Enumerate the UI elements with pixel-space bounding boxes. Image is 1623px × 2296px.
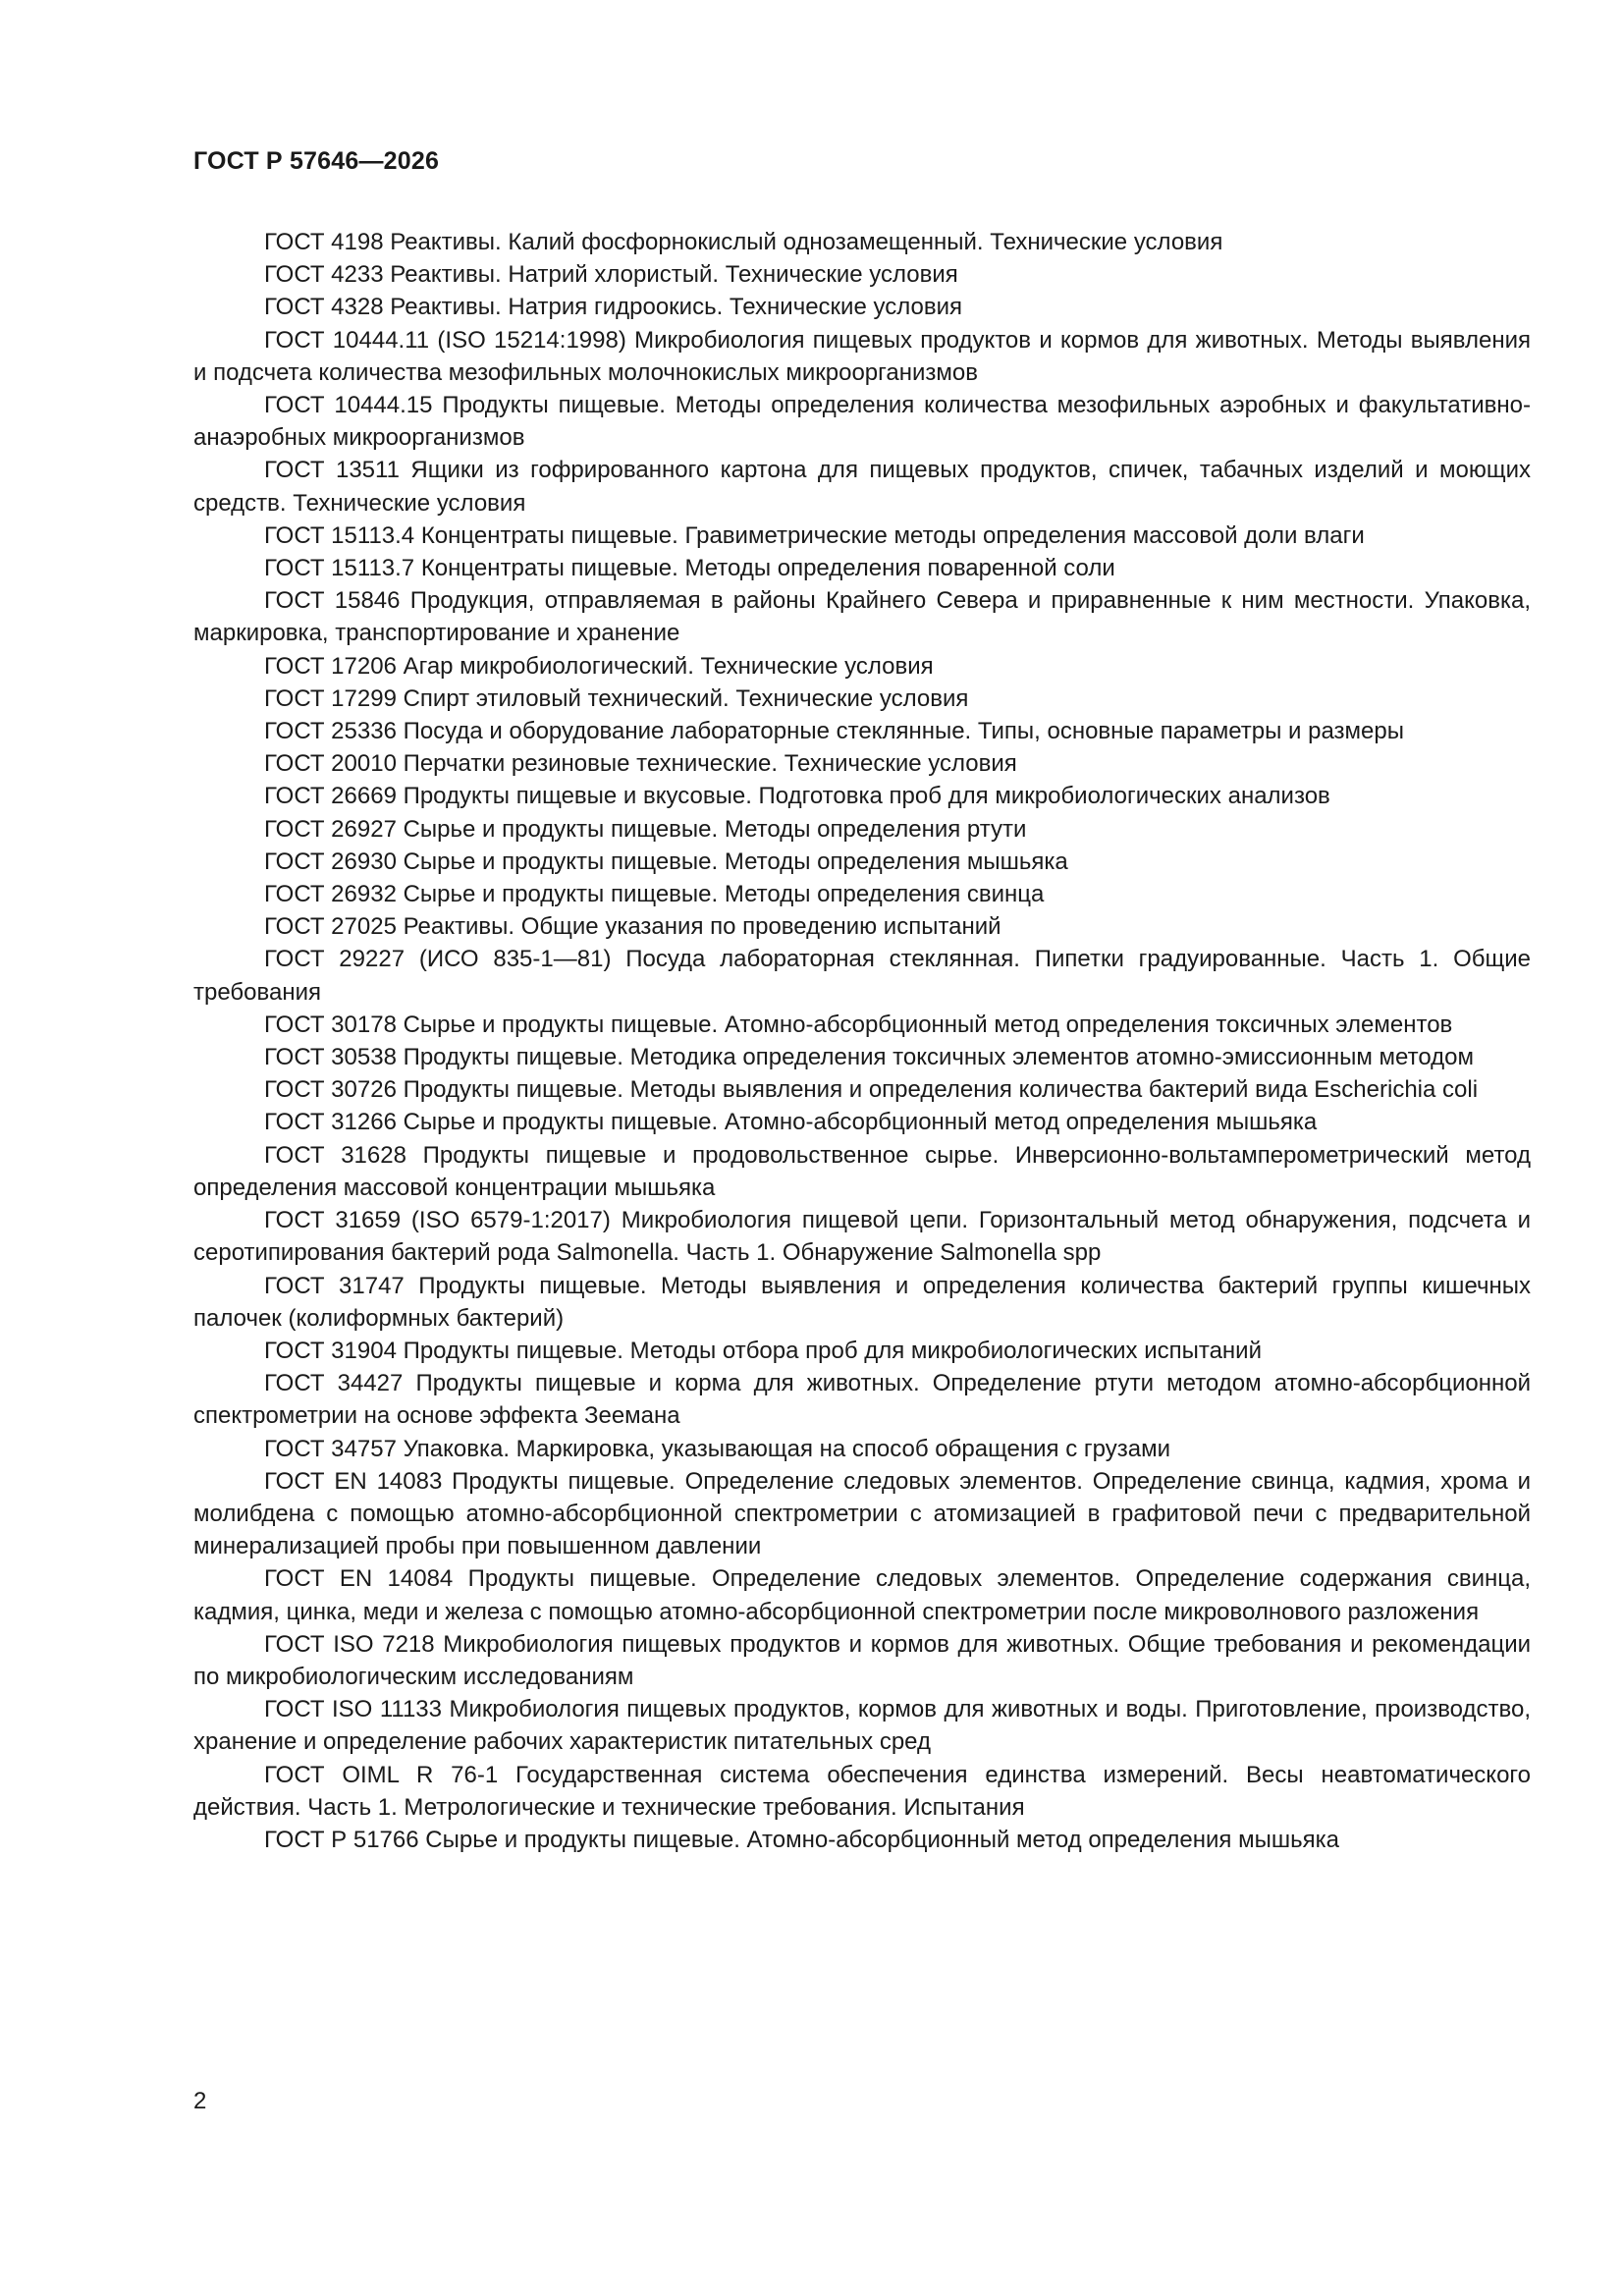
reference-entry: ГОСТ 4328 Реактивы. Натрия гидроокись. Технические условия bbox=[264, 294, 962, 321]
reference-entry: ГОСТ 27025 Реактивы. Общие указания по проведению испытаний bbox=[264, 913, 1001, 941]
page-number: 2 bbox=[193, 2088, 207, 2114]
reference-entry: ГОСТ ISO 11133 Микробиология пищевых продуктов, кормов для животных и воды. Приготовление, производство, хранение и определение рабочих характеристик питательных сред bbox=[193, 1696, 1531, 1756]
reference-entry: ГОСТ 17206 Агар микробиологический. Технические условия bbox=[264, 652, 934, 680]
reference-entry: ГОСТ 15846 Продукция, отправляемая в районы Крайнего Севера и приравненные к ним местности. Упаковка, маркировка, транспортирование и хранение bbox=[193, 587, 1531, 647]
reference-entry: ГОСТ 13511 Ящики из гофрированного картона для пищевых продуктов, спичек, табачных изделий и моющих средств. Технические условия bbox=[193, 457, 1531, 517]
reference-entry: ГОСТ 26927 Сырье и продукты пищевые. Методы определения ртути bbox=[264, 815, 1027, 843]
reference-entry: ГОСТ 30178 Сырье и продукты пищевые. Атомно-абсорбционный метод определения токсичных элементов bbox=[264, 1011, 1453, 1038]
reference-entry: ГОСТ ISO 7218 Микробиология пищевых продуктов и кормов для животных. Общие требования и рекомендации по микробиологическим исследованиям bbox=[193, 1630, 1531, 1690]
reference-entry: ГОСТ 31904 Продукты пищевые. Методы отбора проб для микробиологических испытаний bbox=[264, 1337, 1262, 1364]
reference-entry: ГОСТ 34757 Упаковка. Маркировка, указывающая на способ обращения с грузами bbox=[264, 1435, 1170, 1462]
reference-entry: ГОСТ 10444.15 Продукты пищевые. Методы определения количества мезофильных аэробных и факультативно-анаэробных микроорганизмов bbox=[193, 392, 1531, 452]
reference-entry: ГОСТ 34427 Продукты пищевые и корма для животных. Определение ртути методом атомно-абсорбционной спектрометрии на основе эффекта Зеемана bbox=[193, 1370, 1531, 1430]
reference-entry: ГОСТ 29227 (ИСО 835-1—81) Посуда лабораторная стеклянная. Пипетки градуированные. Часть 1. Общие требования bbox=[193, 946, 1531, 1006]
reference-entry: ГОСТ 10444.11 (ISO 15214:1998) Микробиология пищевых продуктов и кормов для животных. Методы выявления и подсчета количества мезофильных молочнокислых микроорганизмов bbox=[193, 326, 1531, 386]
reference-entry: ГОСТ 31747 Продукты пищевые. Методы выявления и определения количества бактерий группы кишечных палочек (колиформных бактерий) bbox=[193, 1272, 1531, 1332]
reference-entry: ГОСТ 26930 Сырье и продукты пищевые. Методы определения мышьяка bbox=[264, 847, 1068, 875]
reference-entry: ГОСТ 17299 Спирт этиловый технический. Технические условия bbox=[264, 684, 969, 712]
reference-entry: ГОСТ Р 51766 Сырье и продукты пищевые. Атомно-абсорбционный метод определения мышьяка bbox=[264, 1826, 1339, 1853]
reference-entry: ГОСТ EN 14083 Продукты пищевые. Определение следовых элементов. Определение свинца, кадмия, хрома и молибдена с помощью атомно-абсорбционной спектрометрии с атомизацией в графитовой печи с предварительной минерализацией пробы при повышенном давлении bbox=[193, 1467, 1531, 1560]
normative-references-list bbox=[193, 226, 1531, 1856]
reference-entry: ГОСТ EN 14084 Продукты пищевые. Определение следовых элементов. Определение содержания свинца, кадмия, цинка, меди и железа с помощью атомно-абсорбционной спектрометрии после микроволнового разложения bbox=[193, 1565, 1531, 1625]
reference-entry: ГОСТ 26932 Сырье и продукты пищевые. Методы определения свинца bbox=[264, 881, 1045, 908]
reference-entry: ГОСТ 15113.7 Концентраты пищевые. Методы определения поваренной соли bbox=[264, 555, 1115, 582]
reference-entry: ГОСТ 15113.4 Концентраты пищевые. Гравиметрические методы определения массовой доли влаги bbox=[264, 521, 1365, 549]
reference-entry: ГОСТ 25336 Посуда и оборудование лабораторные стеклянные. Типы, основные параметры и размеры bbox=[264, 718, 1404, 745]
reference-entry: ГОСТ 30726 Продукты пищевые. Методы выявления и определения количества бактерий вида Escherichia coli bbox=[264, 1076, 1479, 1104]
reference-entry: ГОСТ 30538 Продукты пищевые. Методика определения токсичных элементов атомно-эмиссионным методом bbox=[264, 1044, 1474, 1071]
reference-entry: ГОСТ 31266 Сырье и продукты пищевые. Атомно-абсорбционный метод определения мышьяка bbox=[264, 1109, 1318, 1136]
reference-entry: ГОСТ 31628 Продукты пищевые и продовольственное сырье. Инверсионно-вольтамперометрический метод определения массовой концентрации мышьяка bbox=[193, 1141, 1531, 1201]
reference-entry: ГОСТ 26669 Продукты пищевые и вкусовые. Подготовка проб для микробиологических анализов bbox=[264, 783, 1330, 810]
document-header: ГОСТ Р 57646—2026 bbox=[193, 147, 440, 175]
reference-entry: ГОСТ 4198 Реактивы. Калий фосфорнокислый однозамещенный. Технические условия bbox=[264, 229, 1223, 255]
reference-entry: ГОСТ 4233 Реактивы. Натрий хлористый. Технические условия bbox=[264, 261, 958, 289]
reference-entry: ГОСТ OIML R 76-1 Государственная система обеспечения единства измерений. Весы неавтоматического действия. Часть 1. Метрологические и технические требования. Испытания bbox=[193, 1761, 1531, 1821]
reference-entry: ГОСТ 20010 Перчатки резиновые технические. Технические условия bbox=[264, 750, 1017, 778]
reference-entry: ГОСТ 31659 (ISO 6579-1:2017) Микробиология пищевой цепи. Горизонтальный метод обнаружения, подсчета и серотипирования бактерий рода Salmonella. Часть 1. Обнаружение Salmonella spp bbox=[193, 1207, 1531, 1267]
